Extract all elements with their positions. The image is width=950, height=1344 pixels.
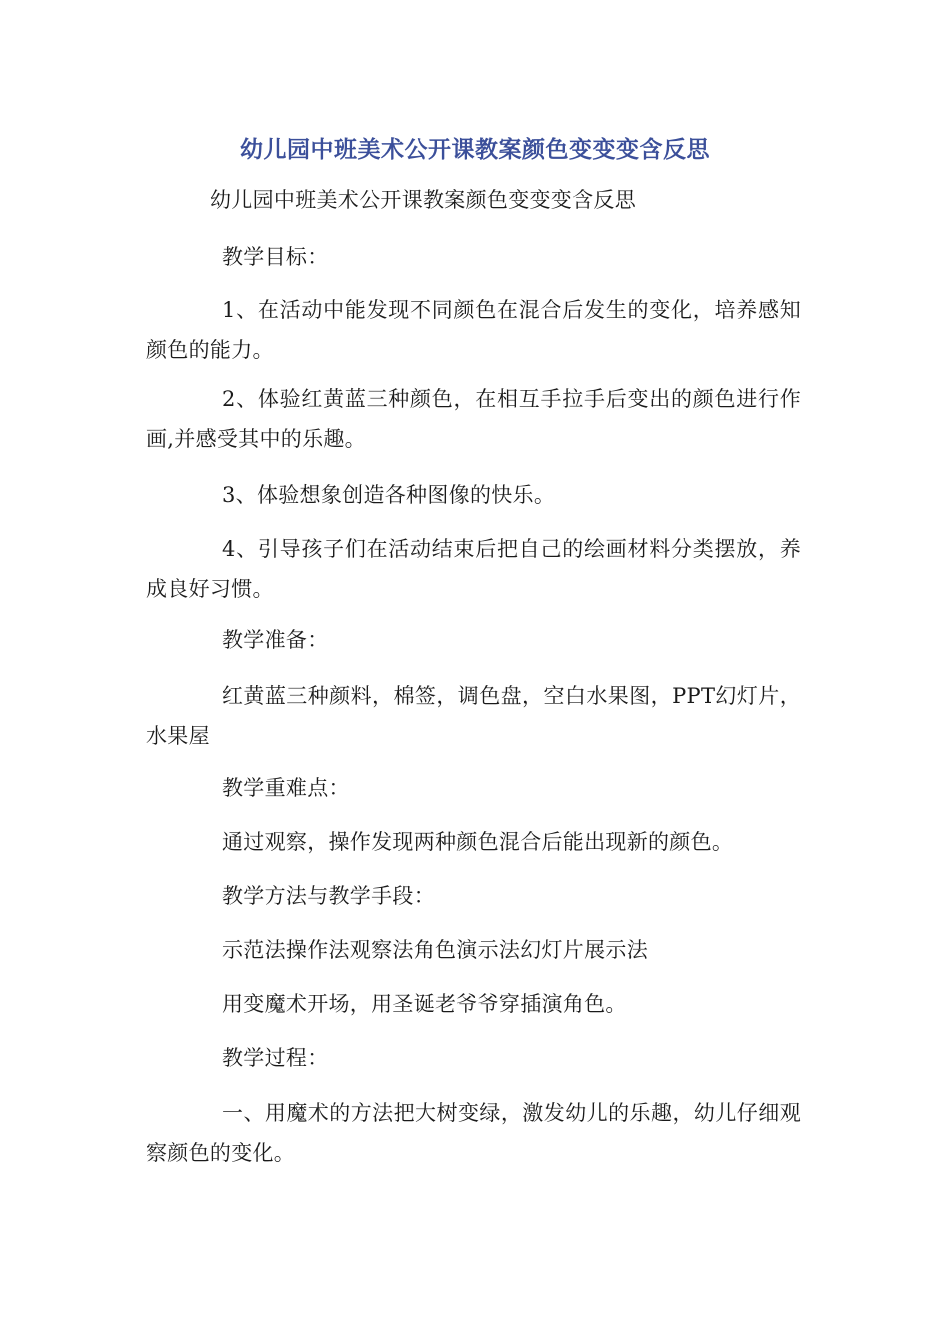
paragraph-methods-content: 示范法操作法观察法角色演示法幻灯片展示法 — [222, 938, 648, 962]
paragraph-objective-2: 2、体验红黄蓝三种颜色，在相互手拉手后变出的颜色进行作画,并感受其中的乐趣。 — [146, 387, 801, 451]
page-title: 幼儿园中班美术公开课教案颜色变变变含反思 — [240, 137, 710, 163]
document-subtitle: 幼儿园中班美术公开课教案颜色变变变含反思 — [210, 188, 636, 212]
paragraph-process-heading: 教学过程： — [222, 1046, 329, 1070]
paragraph-objective-3: 3、体验想象创造各种图像的快乐。 — [222, 483, 556, 507]
paragraph-objective-4: 4、引导孩子们在活动结束后把自己的绘画材料分类摆放，养成良好习惯。 — [146, 537, 801, 601]
paragraph-difficulty-heading: 教学重难点： — [222, 776, 350, 800]
paragraph-methods-heading: 教学方法与教学手段： — [222, 884, 435, 908]
paragraph-objectives-heading: 教学目标： — [222, 245, 329, 269]
paragraph-preparation-heading: 教学准备： — [222, 628, 329, 652]
paragraph-objective-1: 1、在活动中能发现不同颜色在混合后发生的变化，培养感知颜色的能力。 — [146, 298, 801, 362]
paragraph-opening: 用变魔术开场，用圣诞老爷爷穿插演角色。 — [222, 992, 627, 1016]
paragraph-preparation-materials: 红黄蓝三种颜料，棉签，调色盘，空白水果图，PPT幻灯片，水果屋 — [146, 684, 801, 748]
paragraph-difficulty-content: 通过观察，操作发现两种颜色混合后能出现新的颜色。 — [222, 830, 734, 854]
paragraph-process-step-1: 一、用魔术的方法把大树变绿，激发幼儿的乐趣，幼儿仔细观察颜色的变化。 — [146, 1101, 801, 1165]
